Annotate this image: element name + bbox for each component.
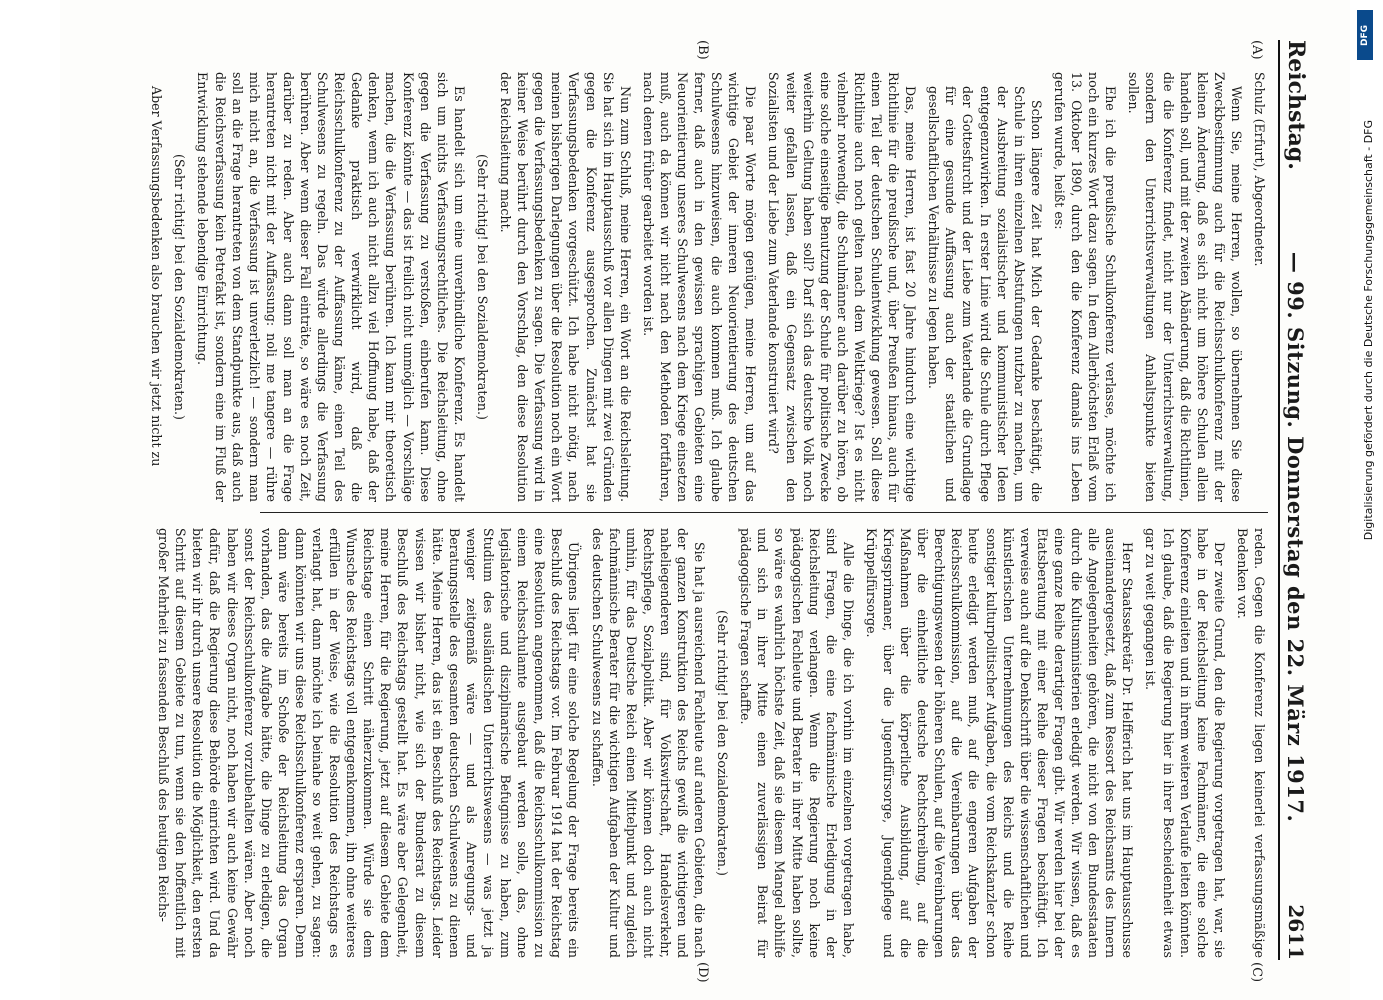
paragraph: Alle die Dinge, die ich vorhin im einzelnen vorgetragen habe, sind Fragen, die eine fachmännische Erledigung in der Reichsleitung verlangen. Wenn die Regierung noch keine pädagogischen Fachleute und Berater in ihrer Mitte haben sollte, so wäre es wahrlich höchste Zeit, daß sie diesem Mangel abhilfe und sich in ihrer Mitte einen zuverlässigen Beirat für pädagogische Fragen schaffte. [738, 528, 856, 958]
column-divider [260, 512, 1268, 513]
paragraph: Es handelt sich um eine unverbindliche Konferenz. Es handelt sich um nichts Verfassungsrechtliches. Die Reichsleitung, ohne gegen die Verfassung zu verstoßen, einberufen kann. Diese Konferenz könnte — das ist freilich nicht unmöglich — Vorschläge machen, die die Verfassung berühren. Ich kann mir theoretisch denken, wenn ich auch nicht allzu viel Hoffnung habe, daß der Gedanke praktisch verwirklicht wird, daß die Reichsschulkonferenz zu der Auffassung käme, einen Teil des Schulwesens zu regeln. Das würde allerdings die Verfassung berühren. Aber wenn dieser Fall einträte, so wäre es noch Zeit, darüber zu reden. Aber auch dann soll man an die Frage herantreten nicht mit der Auffassung: noli me tangere — rühre mich nicht an, die Verfassung ist unverletzlich! — sondern man soll an die Frage herantreten von dem Standpunkte aus, daß auch die Reichsverfassung kein Petrefakt ist, sondern eine im Fluß der Entwicklung stehende lebendige Einrichtung. [195, 72, 467, 502]
digitization-attribution: Digitalisierung gefördert durch die Deutsche Forschungsgemeinschaft - DFG [1362, 120, 1375, 541]
paragraph: Übrigens liegt für eine solche Regelung der Frage bereits ein Beschluß des Reichstags vor. Im Februar 1914 hat der Reichstag eine Resolution angenommen, daß die Reichsschulkommission zu einem Reichsschulamte ausgebaut werden solle, das, ohne legislatorische und disziplinarische Befugnisse zu haben, zum Studium des ausländischen Unterrichtswesens — was jetzt ja weniger zeitgemäß wäre — und als Anregungs- und Beratungsstelle des gesamten deutschen Schulwesens zu dienen hätte. Meine Herren, das ist ein Beschluß des Reichstags. Leider wissen wir bisher nicht, wie sich der Bundesrat zu diesem Beschluß des Reichstags gestellt hat. Es wäre aber Gelegenheit, meine Herren, für die Regierung, jetzt auf diesem Gebiete dem Reichstage einen Schritt näherzukommen. Würde sie dem Wunsche des Reichstags voll entgegenkommen, ihn ohne weiteres erfüllen in der Weise, wie die Resolution des Reichstags es verlangt hat, dann möchte ich beinahe so weit gehen, zu sagen: dann könnten wir uns diese Reichsschulkonferenz ersparen. Denn dann wäre bereits im Schoße der Reichsleitung das Organ vorhanden, das die Aufgabe hätte, die Dinge zu erledigen, die sonst der Reichsschulkonferenz vorzubehalten wären. Aber noch haben wir dieses Organ nicht, noch haben wir auch keine Gewähr dafür, daß die Regierung diese Behörde einrichten wird. Und da bieten wir ihr durch unsere Resolution die Möglichkeit, den ersten Schritt auf diesem Gebiete zu tun, wenn sie den hoffentlich mit großer Mehrheit zu fassenden Beschluß des heutigen Reichs- [156, 528, 582, 958]
interjection: (Sehr richtig! bei den Sozialdemokraten.) [474, 154, 490, 420]
margin-marker-b: (B) [695, 40, 710, 60]
interjection: (Sehr richtig! bei den Sozialdemokraten.) [172, 154, 188, 420]
speaker-line: Schulz (Erfurt), Abgeordneter. [1252, 72, 1267, 267]
paragraph: Sie hat ja ausreichend Fachleute auf anderen Gebieten, die nach der ganzen Konstruktion des Reichs gewiß die wichtigeren und naheliegenderen sind, für Volkswirtschaft, Handelsverkehr, Rechtspflege, Sozialpolitik. Aber wir können doch auch nicht umhin, für das Deutsche Reich einen Mittelpunkt und zugleich fachmännische Berater für die wichtigen Aufgaben der Kultur und des deutschen Schulwesens zu schaffen. [589, 528, 708, 958]
dfg-logo: DFG [1357, 10, 1373, 60]
left-column [100, 72, 1268, 502]
paragraph: Aber Verfassungsbedenken also brauchen wir jetzt nicht zu [149, 86, 165, 467]
quotation: Schon längere Zeit hat Mich der Gedanke beschäftigt, die Schule in ihren einzelnen Abstufungen nutzbar zu machen, um der Ausbreitung sozialistischer und kommunistischer Ideen entgegenzuwirken. In erster Linie wird die Schule durch Pflege der Gottesfurcht und der Liebe zum Vaterlande die Grundlage für eine gesunde Auffassung auch der staatlichen und gesellschaftlichen Verhältnisse zu legen haben. [926, 86, 1044, 502]
margin-marker-d: (D) [695, 962, 710, 983]
header-session-date: — 99. Sitzung. Donnerstag den 22. März 1917. [1283, 251, 1309, 823]
interjection: (Sehr richtig! bei den Sozialdemokraten.) [715, 610, 731, 876]
page-header [1278, 40, 1312, 960]
page-number: 2611 [1284, 904, 1308, 960]
paragraph: Das, meine Herren, ist fast 20 Jahre hindurch eine wichtige Richtlinie für die preußische und, über Preußen hinaus, auch für einen Teil der deutschen Schulentwicklung gewesen. Soll diese Richtlinie auch noch gelten nach dem Weltkriege? Ist es nicht vielmehr notwendig, die Schulmänner auch darüber zu hören, ob eine solche einseitige Benutzung der Schule für politische Zwecke weiterhin Geltung haben soll? Darf sich das deutsche Volk noch weiter gefallen lassen, daß ein Gegensatz zwischen den Sozialisten und der Liebe zum Vaterlande konstruiert wird? [766, 72, 919, 502]
paragraph: reden. Gegen die Konferenz liegen keinerlei verfassungsmäßige Bedenken vor. [1234, 528, 1267, 958]
paragraph: Die paar Worte mögen genügen, meine Herren, um auf das wichtige Gebiet der inneren Neuorientierung des deutschen Schulwesens hinzuweisen, die auch kommen muß. Ich glaube ferner, daß auch in den gewissen sprachigen Gebieten eine Neuorientierung unseres Schulwesens nach dem Kriege einsetzen muß, auch da können wir nicht nach den Methoden fortfahren, nach denen früher gearbeitet worden ist. [640, 72, 759, 502]
paragraph: Herr Staatssekretär Dr. Helfferich hat uns im Hauptausschusse auseinandergesetzt, daß zum Ressort des Reichsamts des Innern alle Angelegenheiten gehören, die nicht von den Bundesstaaten durch die Kultusministerien erledigt werden. Wir wissen, daß es eine ganze Reihe derartiger Fragen gibt. Wir werden hier bei der Etatsberatung mit einer Reihe dieser Fragen beschäftigt. Ich verweise auch auf die Denkschrift über die wissenschaftlichen und künstlerischen Unternehmungen des Reichs und die Reihe sonstiger kulturpolitischer Aufgaben, die vom Reichskanzler schon heute erledigt werden muß, auf die engeren Aufgaben der Reichsschulkommission, auf die Vereinbarungen über das Berechtigungswesen der höheren Schulen, auf die Vereinbarungen über die einheitliche deutsche Rechtschreibung, auf die Maßnahmen über die körperliche Ausbildung, auf die Kriegsprimaner, über die Jugendfürsorge, Jugendpflege und Krüppelfürsorge. [863, 528, 1136, 958]
paragraph: Nun zum Schluß, meine Herren, ein Wort an die Reichsleitung. Sie hat sich im Hauptausschuß vor allen Dingen mit zwei Gründen gegen die Konferenz ausgesprochen. Zunächst hat sie Verfassungsbedenken vorgeschützt. Ich habe nicht nötig, nach meinen bisherigen Darlegungen über die Resolution noch ein Wort gegen die Verfassungsbedenken zu sagen. Die Verfassung wird in keiner Weise berührt durch den Vorschlag, den diese Resolution der Reichsleitung macht. [498, 72, 633, 502]
margin-marker-a: (A) [1249, 40, 1264, 60]
paragraph: Ehe ich die preußische Schulkonferenz verlasse, möchte ich noch ein kurzes Wort dazu sagen. In dem Allerhöchsten Erlaß vom 13. Oktober 1890, durch den die Konferenz damals ins Leben gerufen wurde, heißt es: [1051, 72, 1119, 502]
margin-marker-c: (C) [1249, 962, 1264, 983]
scanned-page [60, 0, 1350, 1000]
right-column [100, 528, 1268, 958]
header-reichstag: Reichstag. [1283, 40, 1309, 170]
paragraph: Wenn Sie, meine Herren, wollen, so übernehmen Sie diese Zweckbestimmung auch für die Reichsschulkonferenz mit der kleinen Änderung, daß es sich nicht um höhere Schulen allein handeln soll, und mit der zweiten Abänderung, daß die Richtlinien, die die Konferenz findet, nicht nur der Unterrichtsverwaltung, sondern den Unterrichtsverwaltungen Anhaltspunkte bieten sollen. [1126, 72, 1244, 502]
paragraph: Der zweite Grund, den die Regierung vorgetragen hat, war, sie habe in der Reichsleitung keine Fachmänner, die eine solche Konferenz einleiten und in ihrem weiteren Verlaufe leiten könnten. Ich glaube, daß die Regierung hier in ihrer Bescheidenheit etwas gar zu weit gegangen ist. [1143, 528, 1227, 958]
